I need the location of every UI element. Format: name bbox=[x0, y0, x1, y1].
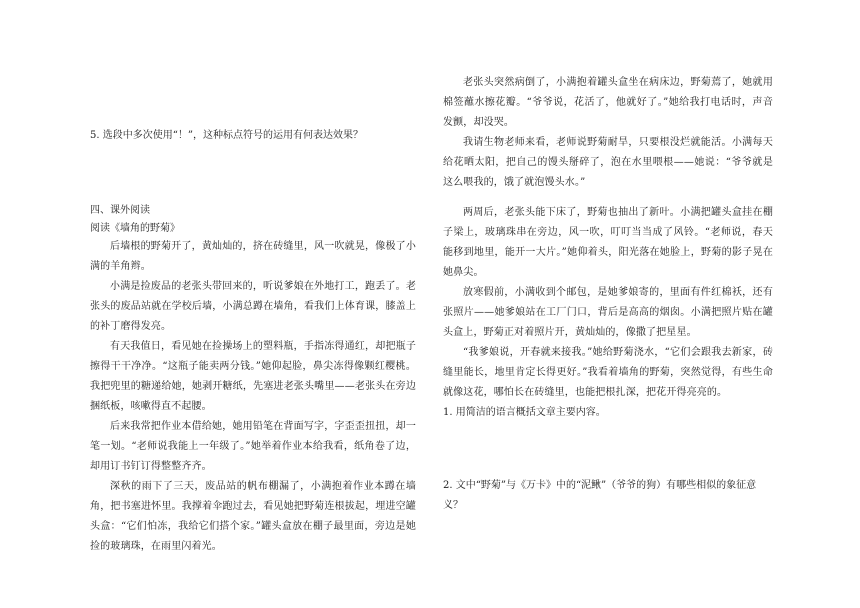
story-paragraph: 我请生物老师来看，老师说野菊耐旱，只要根没烂就能活。小满每天给花晒太阳，把自己的馒头掰碎了，泡在水里喂根——她说：“爷爷就是这么喂我的，饿了就泡馒头水。” bbox=[443, 137, 773, 188]
question-2: 2. 文中“野菊”与《万卡》中的“泥鳅”（爷爷的狗）有哪些相似的象征意义？ bbox=[443, 480, 757, 511]
story-paragraph: 老张头突然病倒了，小满抱着罐头盒坐在病床边，野菊蔫了，她就用棉签蘸水擦花瓣。“爷爷说，花活了，他就好了。”她给我打电话时，声音发颤，却没哭。 bbox=[443, 77, 773, 128]
story-paragraph: 深秋的雨下了三天，废品站的帆布棚漏了，小满抱着作业本蹲在墙角，把书塞进怀里。我撑着伞跑过去，看见她把野菊连根拔起，埋进空罐头盒：“它们怕冻，我给它们搭个家。”罐头盒放在棚子最里面，旁边是她捡的玻璃珠，在雨里闪着光。 bbox=[90, 481, 416, 552]
story-paragraph: 后来我常把作业本借给她，她用铅笔在背面写字，字歪歪扭扭，却一笔一划。“老师说我能上一年级了。”她举着作业本给我看，纸角卷了边，却用订书钉订得整整齐齐。 bbox=[90, 421, 416, 472]
story-left-column bbox=[90, 237, 416, 557]
question-5: 5. 选段中多次使用“！”，这种标点符号的运用有何表达效果？ bbox=[90, 130, 363, 141]
section-heading: 四、课外阅读 bbox=[90, 205, 150, 216]
story-paragraph: “我爹娘说，开春就来接我。”她给野菊浇水，“它们会跟我去新家，砖缝里能长，地里肯定长得更好。”我看着墙角的野菊，突然觉得，有些生命就像这花，哪怕长在砖缝里，也能把根扎深，把花开得亮亮的。 bbox=[443, 347, 773, 398]
story-paragraph: 放寒假前，小满收到个邮包，是她爹娘寄的，里面有件红棉袄，还有张照片——她爹娘站在工厂门口，背后是高高的烟囱。小满把照片贴在罐头盒上，野菊正对着照片开，黄灿灿的，像撒了把星星。 bbox=[443, 287, 773, 338]
story-right-column-bottom bbox=[443, 203, 773, 403]
story-paragraph: 小满是捡废品的老张头带回来的，听说爹娘在外地打工，跑丢了。老张头的废品站就在学校后墙，小满总蹲在墙角，看我们上体育课，膝盖上的补丁磨得发亮。 bbox=[90, 281, 416, 332]
story-paragraph: 后墙根的野菊开了，黄灿灿的，挤在砖缝里，风一吹就晃，像极了小满的羊角辫。 bbox=[90, 241, 416, 272]
story-right-column-top bbox=[443, 73, 773, 193]
question-1: 1. 用简洁的语言概括文章主要内容。 bbox=[443, 407, 606, 418]
story-paragraph: 两周后，老张头能下床了，野菊也抽出了新叶。小满把罐头盒挂在棚子梁上，玻璃珠串在旁边，风一吹，叮叮当当成了风铃。“老师说，春天能移到地里，能开一大片。”她仰着头，阳光落在她脸上，野菊的影子晃在她鼻尖。 bbox=[443, 207, 773, 278]
reading-title: 阅读《墙角的野菊》 bbox=[90, 223, 180, 234]
story-paragraph: 有天我值日，看见她在捡操场上的塑料瓶，手指冻得通红，却把瓶子擦得干干净净。“这瓶子能卖两分钱。”她仰起脸，鼻尖冻得像颗红樱桃。我把兜里的糖递给她，她剥开糖纸，先塞进老张头嘴里——老张头在旁边捆纸板，咳嗽得直不起腰。 bbox=[90, 341, 416, 412]
